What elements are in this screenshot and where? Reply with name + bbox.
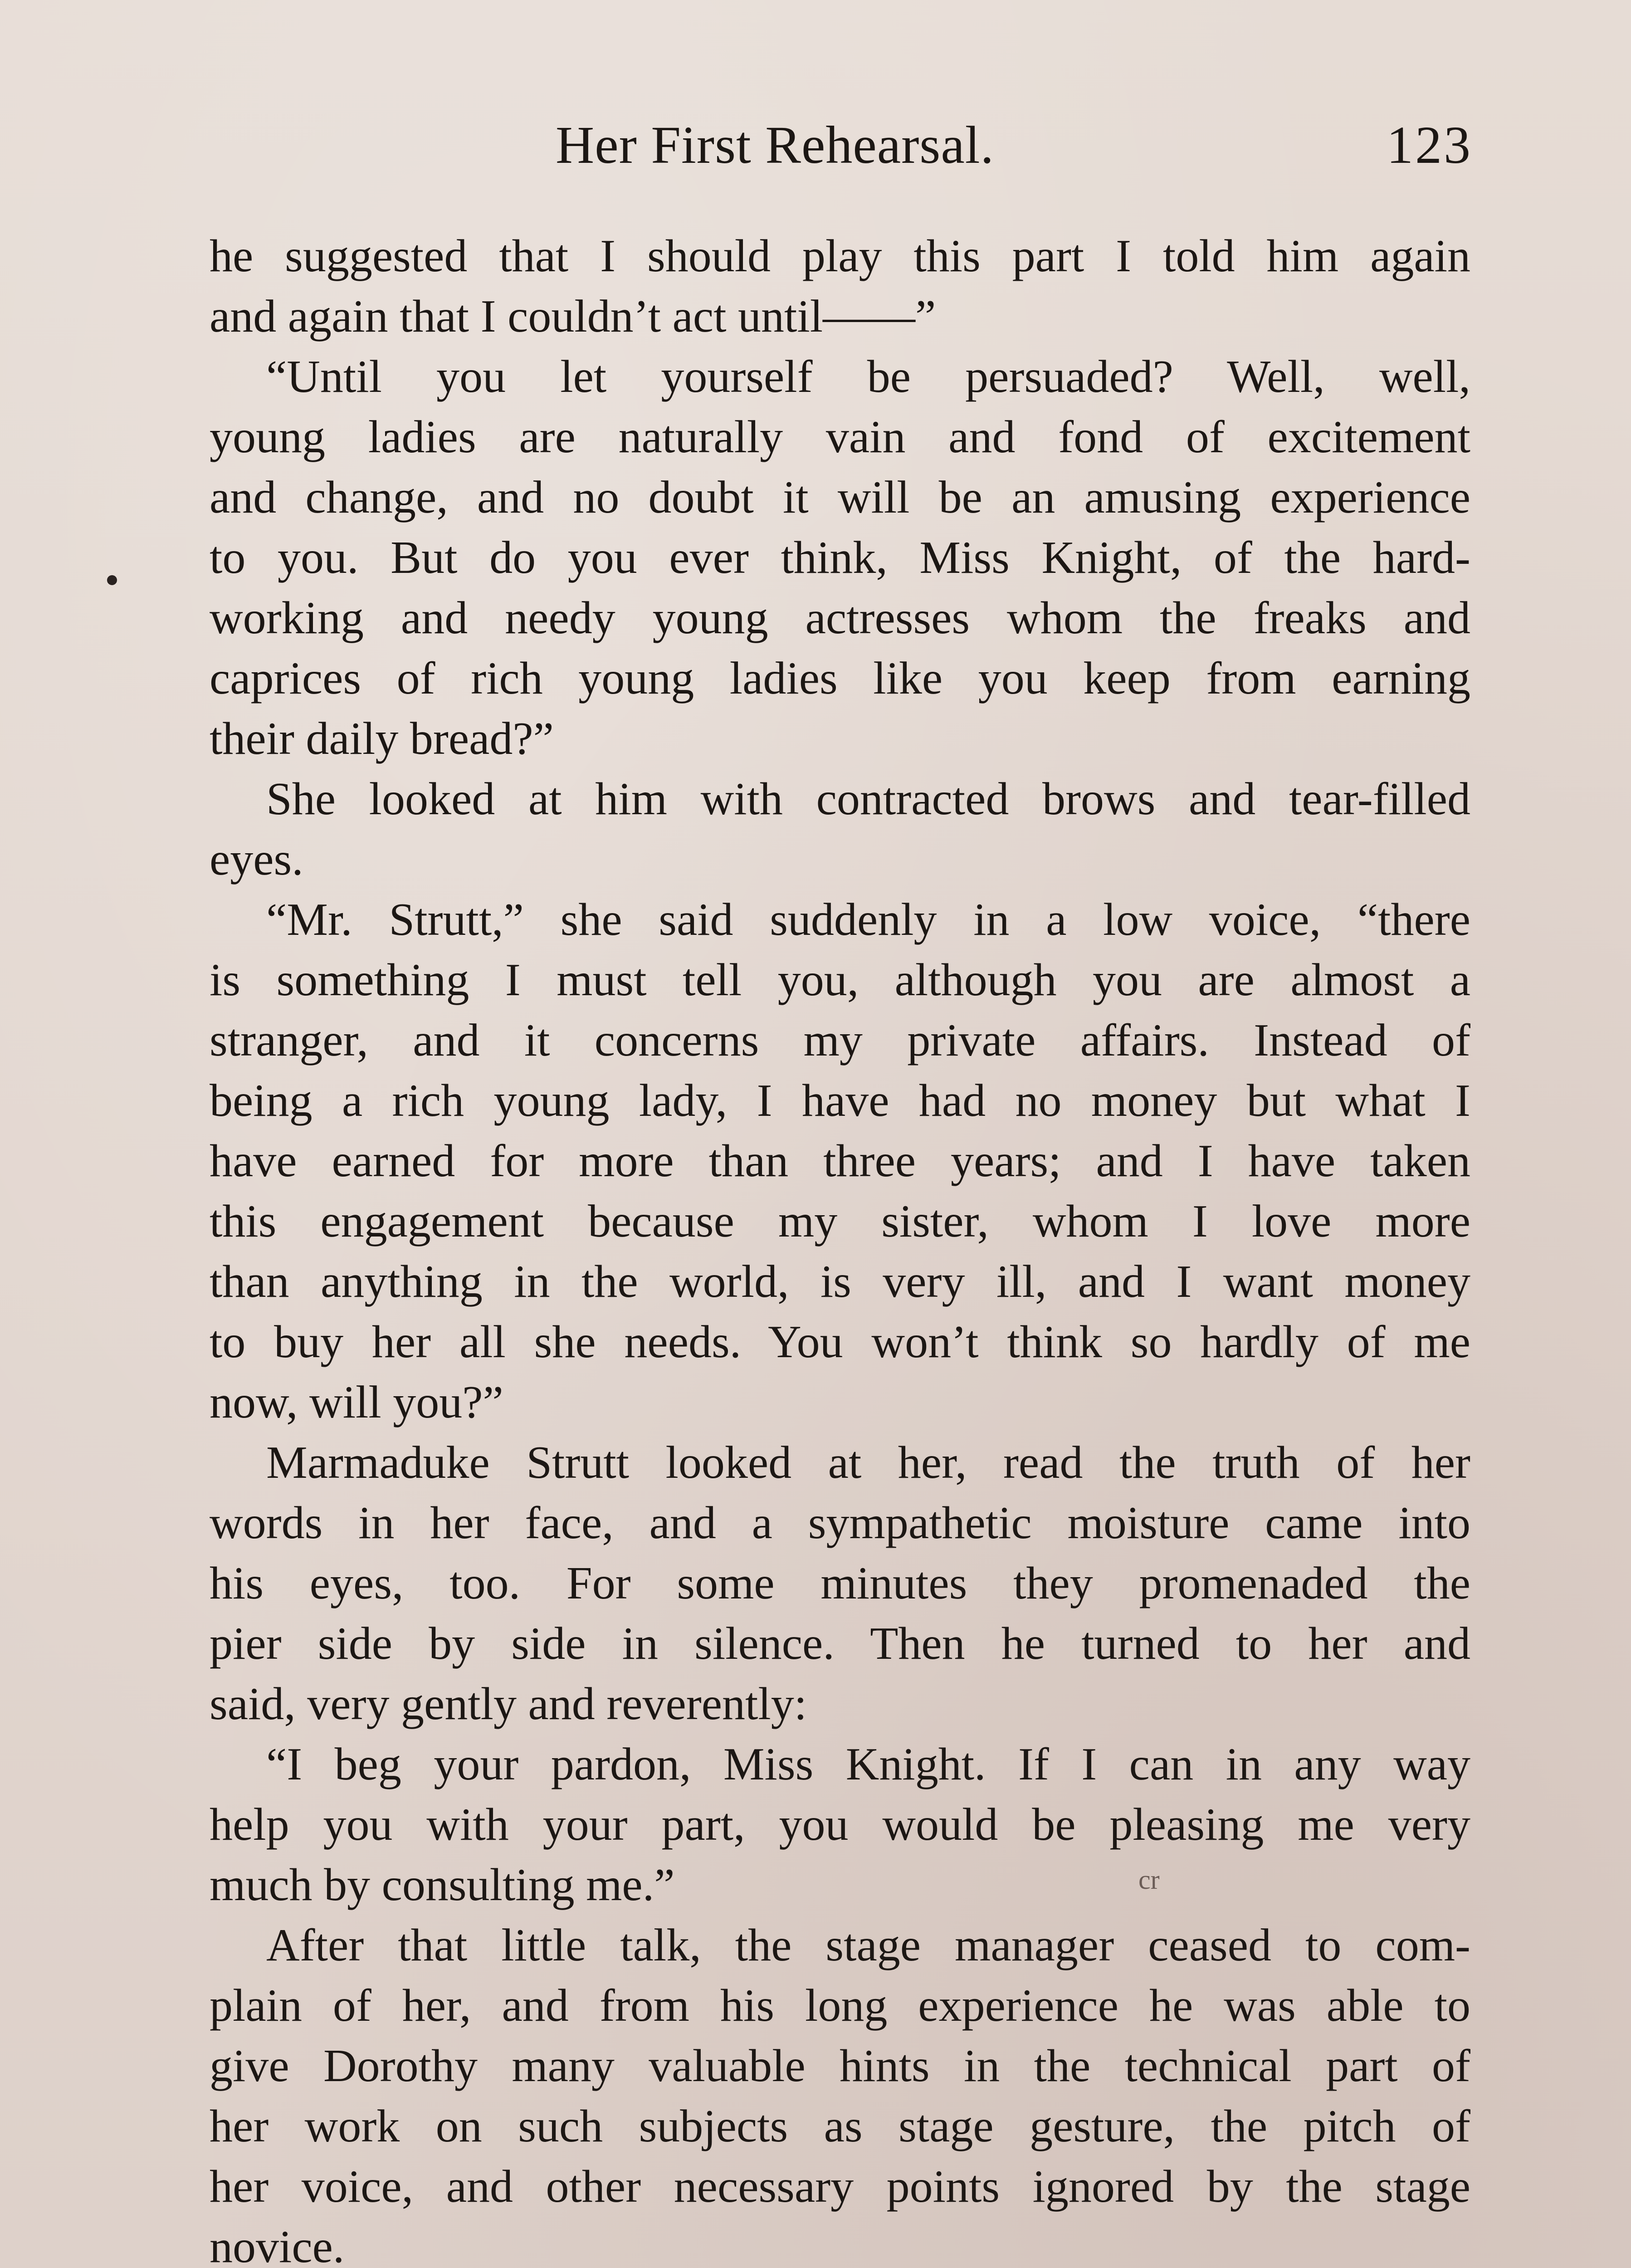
text-line: to you. But do you ever think, Miss Knight, of the hard- [210,532,1470,583]
text-line: After that little talk, the stage manager ceased to com- [266,1920,1470,1971]
text-line: help you with your part, you would be pleasing me very [210,1799,1470,1850]
running-head [0,113,1631,186]
text-line: eyes. [210,834,303,885]
stray-pencil-mark: cr [1138,1865,1160,1895]
ink-dot [107,575,117,585]
text-line: plain of her, and from his long experience he was able to [210,1980,1470,2031]
text-line: her voice, and other necessary points ignored by the stage [210,2161,1470,2212]
text-line: her work on such subjects as stage gesture, the pitch of [210,2101,1470,2152]
text-line: “I beg your pardon, Miss Knight. If I can in any way [266,1739,1470,1790]
text-line: than anything in the world, is very ill, and I want money [210,1256,1470,1307]
text-line: words in her face, and a sympathetic moisture came into [210,1497,1470,1549]
text-line: is something I must tell you, although you are almost a [210,954,1470,1006]
text-line: now, will you?” [210,1377,503,1428]
text-line: caprices of rich young ladies like you keep from earning [210,653,1470,704]
text-line: much by consulting me.” [210,1859,675,1911]
text-line: have earned for more than three years; and I have taken [210,1135,1470,1187]
text-line: his eyes, too. For some minutes they promenaded the [210,1558,1470,1609]
running-head-title: Her First Rehearsal. [556,115,994,175]
text-line: being a rich young lady, I have had no money but what I [210,1075,1470,1126]
text-line: young ladies are naturally vain and fond of excitement [210,411,1470,463]
text-line: to buy her all she needs. You won’t think so hardly of me [210,1316,1470,1368]
body-text [210,226,1470,2268]
text-line: he suggested that I should play this part I told him again [210,230,1470,282]
text-line: and change, and no doubt it will be an amusing experience [210,472,1470,523]
text-line: give Dorothy many valuable hints in the technical part of [210,2040,1470,2092]
page-number: 123 [1387,115,1472,175]
text-line: Marmaduke Strutt looked at her, read the truth of her [266,1437,1470,1488]
text-line: She looked at him with contracted brows and tear-filled [266,773,1470,825]
text-line: stranger, and it concerns my private affairs. Instead of [210,1015,1470,1066]
text-line: and again that I couldn’t act until——” [210,291,936,342]
text-line: “Until you let yourself be persuaded? Well, well, [266,351,1470,402]
text-line: pier side by side in silence. Then he turned to her and [210,1618,1470,1669]
text-line: “Mr. Strutt,” she said suddenly in a low voice, “there [266,894,1470,945]
text-line: this engagement because my sister, whom I love more [210,1196,1470,1247]
text-line: novice. [210,2221,345,2268]
text-line: working and needy young actresses whom the freaks and [210,592,1470,644]
text-line: their daily bread?” [210,713,554,764]
text-line: said, very gently and reverently: [210,1678,807,1730]
